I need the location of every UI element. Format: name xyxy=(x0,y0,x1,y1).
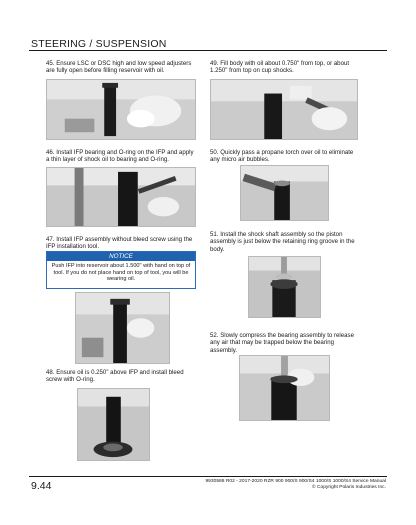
notice-text: Push IFP into reservoir about 1.500" with hand on top of tool. If you do not place hand on top of tool, you will be wearing oil. xyxy=(51,263,191,283)
step-number: 52. xyxy=(210,332,219,339)
step-number: 51. xyxy=(210,231,219,238)
step-51 xyxy=(210,231,360,253)
footer-copyright: © Copyright Polaris Industries Inc. xyxy=(311,485,386,490)
header-rule xyxy=(29,50,387,51)
step-number: 46. xyxy=(46,149,55,156)
step-52 xyxy=(210,332,360,354)
step-48 xyxy=(46,369,196,384)
step-46 xyxy=(46,149,196,164)
step-text: Install the shock shaft assembly so the piston assembly is just below the retaining ring groove in the body. xyxy=(210,231,355,253)
step-text: Ensure LSC or DSC high and low speed adjusters are fully open before filling reservoir with oil. xyxy=(46,60,192,75)
step-text: Fill body with oil about 0.750" from top, or about 1.250" from top on cup shocks. xyxy=(210,60,350,75)
photo-step-49 xyxy=(210,79,358,140)
photo-step-47 xyxy=(75,292,170,364)
step-text: Ensure oil is 0.250" above IFP and install bleed screw with O-ring. xyxy=(46,369,184,384)
photo-step-48 xyxy=(77,388,150,461)
photo-step-46 xyxy=(46,167,196,227)
step-text: Slowly compress the bearing assembly to release any air that may be trapped below the bearing assembly. xyxy=(210,332,354,354)
step-number: 45. xyxy=(46,60,55,67)
page-header-title: STEERING / SUSPENSION xyxy=(31,38,167,50)
page-number: 9.44 xyxy=(31,480,52,492)
step-number: 49. xyxy=(210,60,219,67)
step-49 xyxy=(210,60,360,75)
step-45 xyxy=(46,60,196,75)
step-50 xyxy=(210,149,360,164)
photo-step-51 xyxy=(248,256,321,318)
step-number: 47. xyxy=(46,236,55,243)
step-text: Install IFP assembly without bleed screw using the IFP installation tool. xyxy=(46,236,193,251)
footer-manual-title: 9930588 R02 - 2017-2020 RZR 900 900/S 900/S4 1000/S 1000/S4 Service Manual xyxy=(205,479,386,484)
step-47 xyxy=(46,236,196,251)
photo-step-45 xyxy=(46,79,196,140)
step-number: 50. xyxy=(210,149,219,156)
notice-label: NOTICE xyxy=(47,252,195,261)
footer-rule xyxy=(29,476,387,477)
step-text: Install IFP bearing and O-ring on the IFP and apply a thin layer of shock oil to bearing and O-ring. xyxy=(46,149,194,164)
photo-step-52 xyxy=(239,355,330,421)
photo-step-50 xyxy=(240,165,329,221)
footer-manual-info xyxy=(205,479,386,491)
step-text: Quickly pass a propane torch over oil to eliminate any micro air bubbles. xyxy=(210,149,354,164)
step-number: 48. xyxy=(46,369,55,376)
notice-box xyxy=(46,251,196,289)
